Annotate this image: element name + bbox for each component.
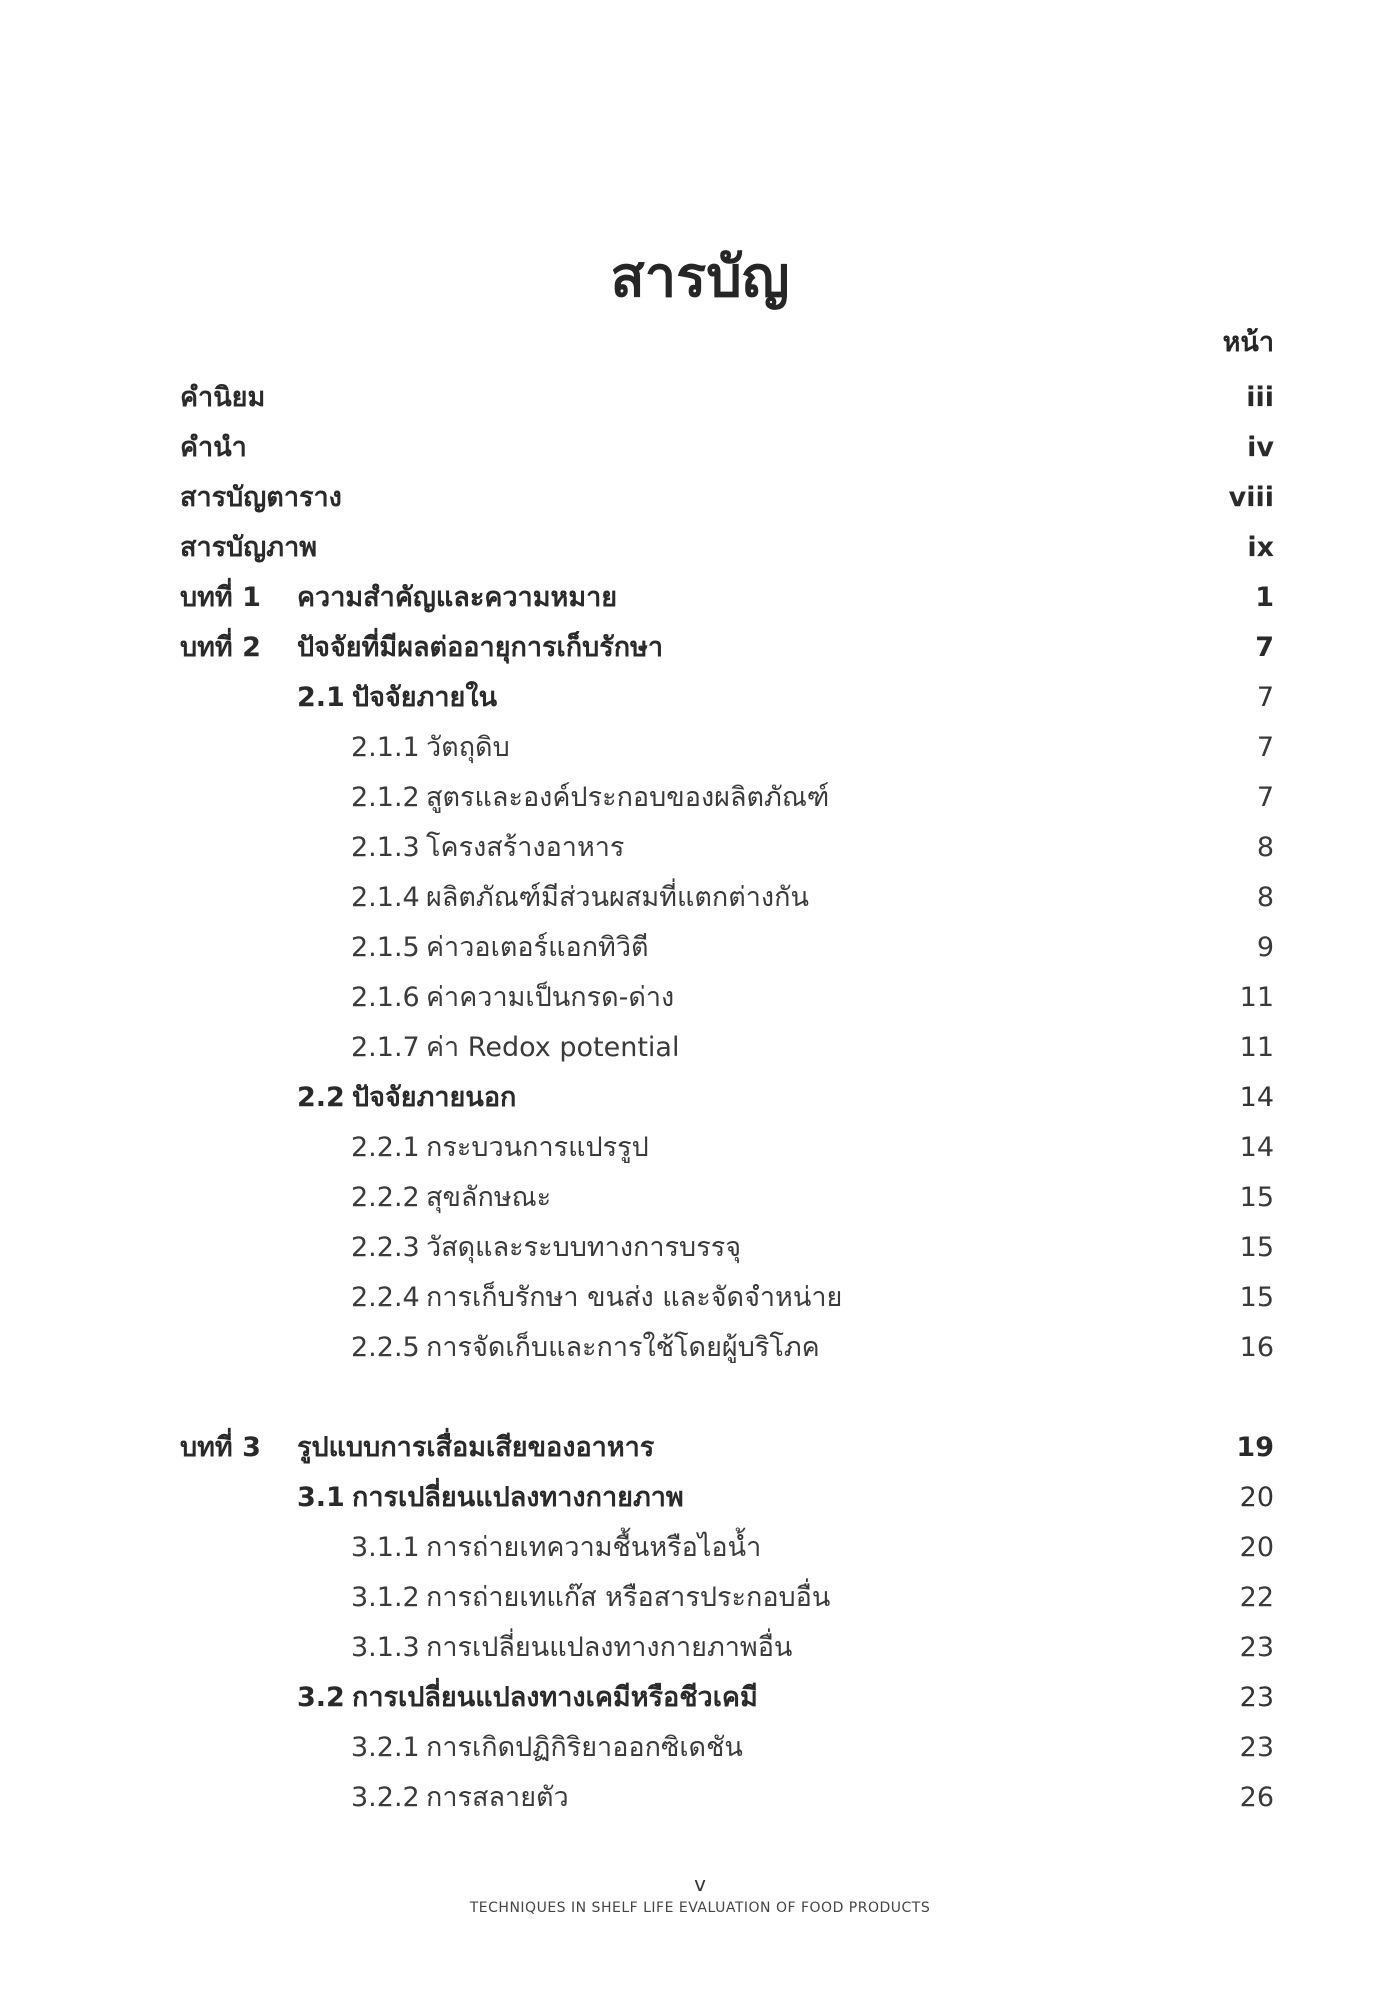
page-column-header: หน้า: [1222, 327, 1274, 358]
toc-entry-page: 15: [1239, 1282, 1274, 1313]
toc-entry-page: 14: [1239, 1132, 1274, 1163]
toc-entry-number: 2.2.4: [351, 1282, 420, 1313]
toc-entry-page: 23: [1239, 1732, 1274, 1763]
toc-entry-number: บทที่ 1: [180, 582, 261, 613]
toc-entry-sub[interactable]: [180, 923, 1274, 973]
toc-entry-sub[interactable]: [180, 773, 1274, 823]
toc-entry-number: 3.2.2: [351, 1782, 420, 1813]
toc-entry-number: 2.2.3: [351, 1232, 420, 1263]
toc-entry-sub[interactable]: [180, 1523, 1274, 1573]
toc-entry-title: การเปลี่ยนแปลงทางกายภาพ: [352, 1482, 684, 1513]
toc-entry-page: 16: [1239, 1332, 1274, 1363]
toc-entry-front[interactable]: [180, 373, 1274, 423]
toc-entry-title: วัตถุดิบ: [426, 732, 510, 763]
toc-entry-title: การถ่ายเทความชื้นหรือไอน้ำ: [426, 1532, 762, 1563]
toc-entry-number: 2.1.6: [351, 982, 420, 1013]
toc-entry-page: 22: [1239, 1582, 1274, 1613]
toc-entry-number: 2.2.5: [351, 1332, 420, 1363]
toc-entry-sub[interactable]: [180, 823, 1274, 873]
toc-entry-page: 11: [1239, 982, 1274, 1013]
toc-entry-title: สูตรและองค์ประกอบของผลิตภัณฑ์: [426, 782, 830, 813]
toc-entry-page: 26: [1239, 1782, 1274, 1813]
toc-entry-number: 2.1.1: [351, 732, 420, 763]
toc-entry-number: 3.1.3: [351, 1632, 420, 1663]
toc-entry-title: ปัจจัยภายใน: [352, 682, 498, 713]
toc-entry-page: 20: [1239, 1532, 1274, 1563]
toc-entry-front[interactable]: [180, 523, 1274, 573]
toc-entry-sub[interactable]: [180, 1273, 1274, 1323]
toc-entry-sub[interactable]: [180, 1023, 1274, 1073]
toc-entry-page: 9: [1256, 932, 1274, 963]
toc-entry-sub[interactable]: [180, 1223, 1274, 1273]
toc-entry-page: 14: [1239, 1082, 1274, 1113]
toc-entry-number: 3.2: [297, 1682, 345, 1713]
toc-entry-title: รูปแบบการเสื่อมเสียของอาหาร: [297, 1432, 655, 1463]
toc-entry-page: 23: [1239, 1682, 1274, 1713]
toc-entry-page: viii: [1228, 482, 1274, 513]
toc-entry-section[interactable]: [180, 1673, 1274, 1723]
toc-entry-page: ix: [1247, 532, 1274, 563]
toc-entry-title: การเปลี่ยนแปลงทางกายภาพอื่น: [426, 1632, 793, 1663]
toc-entry-page: iv: [1247, 432, 1274, 463]
toc-entry-title: คำนิยม: [180, 382, 266, 413]
toc-entry-title: ปัจจัยที่มีผลต่ออายุการเก็บรักษา: [297, 632, 664, 663]
toc-entry-section[interactable]: [180, 1473, 1274, 1523]
toc-entry-sub[interactable]: [180, 873, 1274, 923]
toc-entry-section[interactable]: [180, 673, 1274, 723]
toc-entry-title: ผลิตภัณฑ์มีส่วนผสมที่แตกต่างกัน: [426, 882, 809, 913]
toc-entry-page: 7: [1256, 732, 1274, 763]
toc-entry-front[interactable]: [180, 473, 1274, 523]
toc-entry-title: ค่า Redox potential: [426, 1032, 680, 1063]
toc-entry-number: บทที่ 3: [180, 1432, 261, 1463]
toc-entry-page: 1: [1255, 582, 1274, 613]
page-title: สารบัญ: [610, 244, 790, 310]
toc-entry-sub[interactable]: [180, 723, 1274, 773]
toc-entry-chapter[interactable]: [180, 623, 1274, 673]
toc-entry-chapter[interactable]: [180, 573, 1274, 623]
toc-entry-title: ค่าความเป็นกรด-ด่าง: [426, 982, 675, 1013]
toc-entry-sub[interactable]: [180, 1623, 1274, 1673]
toc-entry-title: คำนำ: [180, 432, 247, 463]
toc-entry-title: ปัจจัยภายนอก: [352, 1082, 517, 1113]
toc-entry-sub[interactable]: [180, 1323, 1274, 1373]
toc-entry-title: การเก็บรักษา ขนส่ง และจัดจำหน่าย: [426, 1282, 843, 1313]
toc-entry-page: 15: [1239, 1232, 1274, 1263]
toc-entry-number: 2.1: [297, 682, 345, 713]
toc-entry-number: 2.1.3: [351, 832, 420, 863]
toc-entry-title: สารบัญภาพ: [180, 532, 318, 563]
toc-entry-title: การจัดเก็บและการใช้โดยผู้บริโภค: [426, 1332, 820, 1363]
toc-entry-page: 23: [1239, 1632, 1274, 1663]
toc-entry-number: 2.2.2: [351, 1182, 420, 1213]
toc-entry-title: สุขลักษณะ: [426, 1182, 552, 1213]
toc-entry-number: 2.1.2: [351, 782, 420, 813]
toc-entry-number: 2.2.1: [351, 1132, 420, 1163]
toc-entry-title: โครงสร้างอาหาร: [426, 832, 625, 863]
toc-entry-sub[interactable]: [180, 1723, 1274, 1773]
toc-entry-number: 2.2: [297, 1082, 345, 1113]
toc-entry-chapter[interactable]: [180, 1423, 1274, 1473]
toc-entry-number: 3.1.1: [351, 1532, 420, 1563]
toc-entry-title: การถ่ายเทแก๊ส หรือสารประกอบอื่น: [426, 1582, 831, 1613]
toc-entry-title: วัสดุและระบบทางการบรรจุ: [426, 1232, 742, 1263]
toc-entry-sub[interactable]: [180, 1573, 1274, 1623]
toc-entry-number: 3.1: [297, 1482, 345, 1513]
toc-entry-title: การสลายตัว: [426, 1782, 569, 1813]
toc-entry-page: 11: [1239, 1032, 1274, 1063]
toc-entry-number: บทที่ 2: [180, 632, 261, 663]
toc-entry-number: 2.1.5: [351, 932, 420, 963]
toc-entry-number: 2.1.7: [351, 1032, 420, 1063]
footer-book-title: TECHNIQUES IN SHELF LIFE EVALUATION OF FOOD PRODUCTS: [469, 1900, 931, 1916]
toc-entry-title: การเปลี่ยนแปลงทางเคมีหรือชีวเคมี: [352, 1682, 758, 1713]
toc-entry-title: สารบัญตาราง: [180, 482, 342, 513]
toc-entry-sub[interactable]: [180, 973, 1274, 1023]
toc-entry-number: 3.1.2: [351, 1582, 420, 1613]
toc-entry-sub[interactable]: [180, 1123, 1274, 1173]
toc-entry-page: 8: [1256, 882, 1274, 913]
toc-entry-page: 7: [1255, 632, 1274, 663]
toc-entry-sub[interactable]: [180, 1773, 1274, 1823]
toc-entry-page: 7: [1256, 682, 1274, 713]
toc-entry-title: การเกิดปฏิกิริยาออกซิเดชัน: [426, 1732, 743, 1763]
toc-entry-title: กระบวนการแปรรูป: [426, 1132, 649, 1163]
toc-list: [180, 373, 1274, 1823]
toc-entry-page: iii: [1246, 382, 1274, 413]
toc-entry-page: 15: [1239, 1182, 1274, 1213]
toc-entry-page: 19: [1236, 1432, 1274, 1463]
toc-entry-sub[interactable]: [180, 1173, 1274, 1223]
toc-entry-front[interactable]: [180, 423, 1274, 473]
toc-entry-page: 20: [1239, 1482, 1274, 1513]
toc-entry-page: 8: [1256, 832, 1274, 863]
footer-page-number: v: [694, 1872, 706, 1896]
toc-entry-section[interactable]: [180, 1073, 1274, 1123]
toc-entry-title: ความสำคัญและความหมาย: [297, 582, 618, 613]
toc-entry-title: ค่าวอเตอร์แอกทิวิตี: [426, 932, 649, 963]
toc-entry-page: 7: [1256, 782, 1274, 813]
toc-entry-number: 3.2.1: [351, 1732, 420, 1763]
toc-entry-number: 2.1.4: [351, 882, 420, 913]
